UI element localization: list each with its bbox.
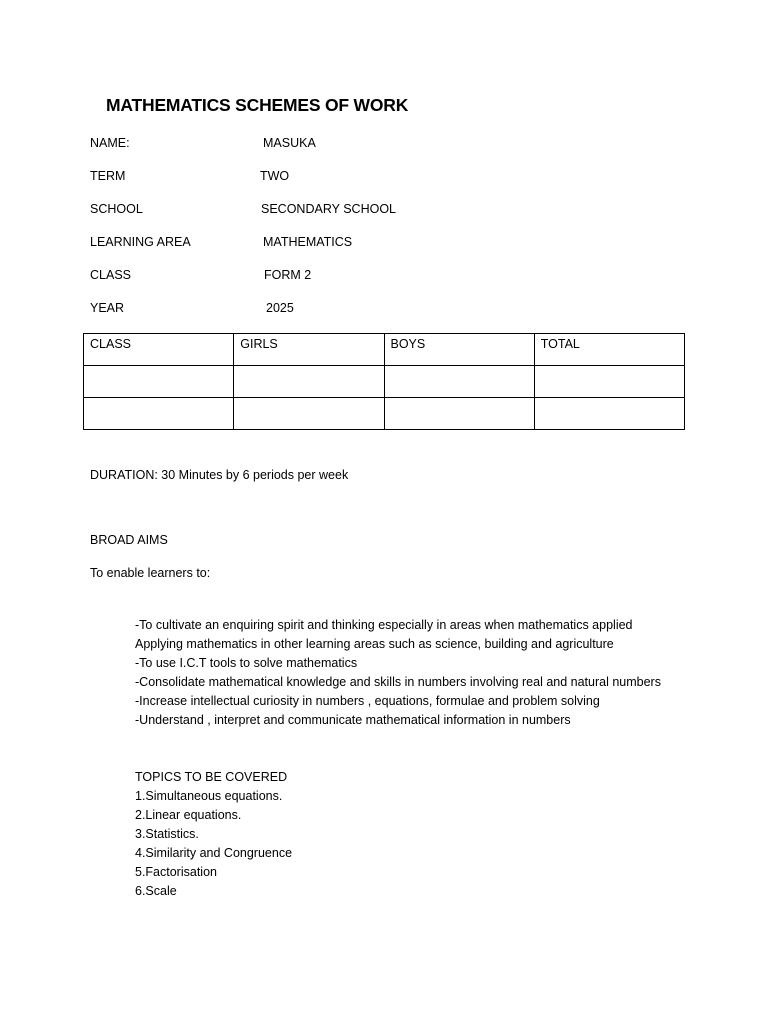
list-item: -Increase intellectual curiosity in numbers , equations, formulae and problem solving (135, 694, 600, 708)
table-row (84, 398, 685, 430)
broad-aims-heading: BROAD AIMS (90, 533, 168, 547)
list-item: -To cultivate an enquiring spirit and thinking especially in areas when mathematics applied (135, 618, 633, 632)
table-cell (234, 398, 384, 430)
field-label-year: YEAR (90, 301, 125, 315)
list-item: 1.Simultaneous equations. (135, 789, 283, 803)
table-header-row (84, 334, 685, 366)
table-cell (384, 398, 534, 430)
table-cell (84, 398, 234, 430)
document-title: MATHEMATICS SCHEMES OF WORK (106, 95, 409, 115)
class-enrolment-table (83, 333, 685, 430)
list-item: 2.Linear equations. (135, 808, 242, 822)
table-header-girls: GIRLS (234, 334, 384, 366)
list-item: -Understand , interpret and communicate mathematical information in numbers (135, 713, 571, 727)
field-label-name: NAME: (90, 136, 130, 150)
aims-intro: To enable learners to: (90, 566, 211, 580)
table-header-total: TOTAL (534, 334, 684, 366)
topics-list (135, 768, 292, 901)
field-label-term: TERM (90, 169, 126, 183)
table-header-class: CLASS (84, 334, 234, 366)
table-cell (384, 366, 534, 398)
field-value-school: SECONDARY SCHOOL (261, 202, 396, 216)
field-value-class: FORM 2 (264, 268, 312, 282)
field-label-class: CLASS (90, 268, 131, 282)
field-value-year: 2025 (266, 301, 294, 315)
list-item: 3.Statistics. (135, 827, 199, 841)
table-cell (534, 366, 684, 398)
table-cell (534, 398, 684, 430)
field-value-learning-area: MATHEMATICS (263, 235, 353, 249)
list-item: 5.Factorisation (135, 865, 217, 879)
field-label-school: SCHOOL (90, 202, 143, 216)
topics-heading: TOPICS TO BE COVERED (135, 770, 288, 784)
field-value-name: MASUKA (263, 136, 316, 150)
aims-list (135, 616, 661, 730)
list-item: -To use I.C.T tools to solve mathematics (135, 656, 358, 670)
table-header-boys: BOYS (384, 334, 534, 366)
list-item: -Consolidate mathematical knowledge and skills in numbers involving real and natural numbers (135, 675, 661, 689)
table-row (84, 366, 685, 398)
list-item: Applying mathematics in other learning areas such as science, building and agriculture (135, 637, 614, 651)
field-value-term: TWO (260, 169, 290, 183)
list-item: 4.Similarity and Congruence (135, 846, 293, 860)
table-cell (234, 366, 384, 398)
duration-text: DURATION: 30 Minutes by 6 periods per week (90, 468, 349, 482)
field-label-learning-area: LEARNING AREA (90, 235, 191, 249)
table-cell (84, 366, 234, 398)
list-item: 6.Scale (135, 884, 177, 898)
